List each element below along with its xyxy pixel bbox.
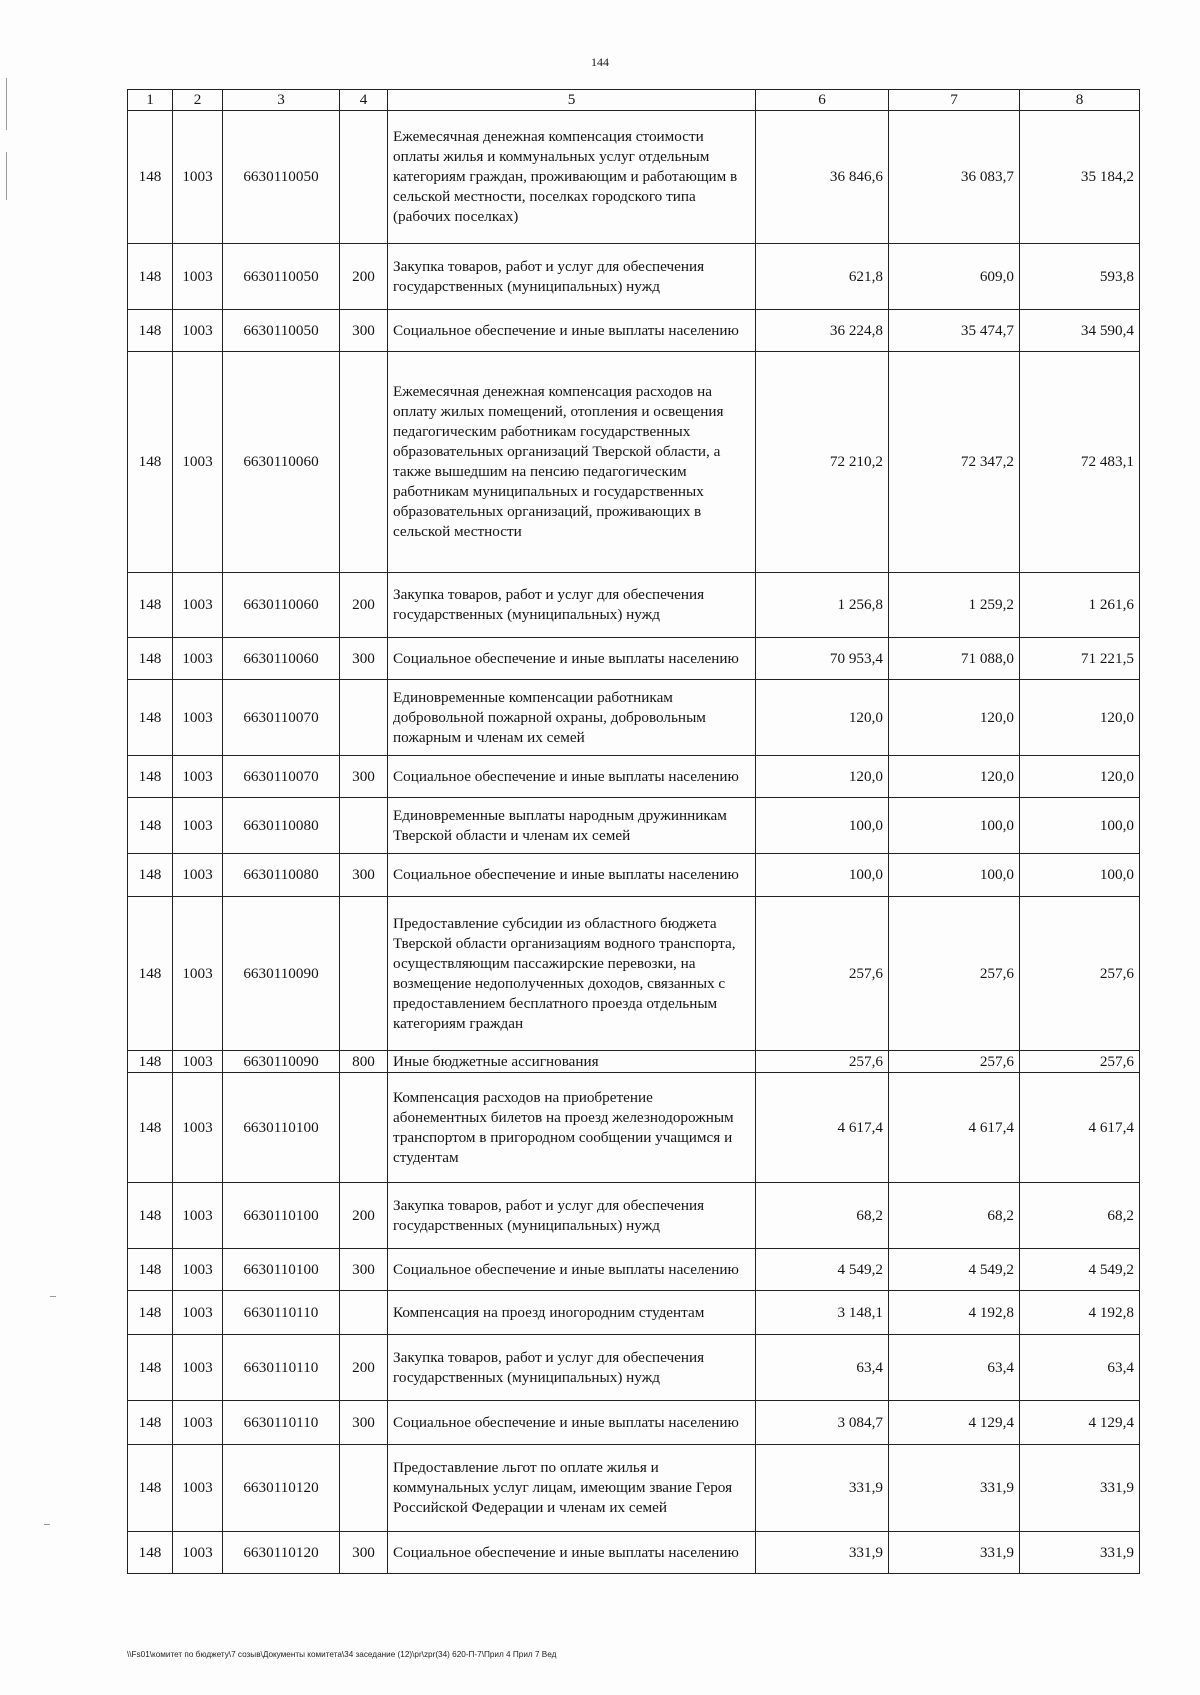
expense-name-cell: Закупка товаров, работ и услуг для обеспечения государственных (муниципальных) нужд <box>388 244 756 310</box>
expense-name-cell: Социальное обеспечение и иные выплаты населению <box>388 310 756 352</box>
expense-name-cell: Предоставление льгот по оплате жилья и коммунальных услуг лицам, имеющим звание Героя Российской Федерации и членам их семей <box>388 1445 756 1532</box>
expense-type-cell <box>340 111 388 244</box>
amount-col6-cell: 100,0 <box>756 798 889 854</box>
amount-col7-cell: 63,4 <box>889 1335 1020 1401</box>
target-article-cell: 6630110120 <box>223 1445 340 1532</box>
table-row <box>128 1249 1140 1291</box>
amount-col8-cell: 257,6 <box>1020 897 1140 1051</box>
amount-col6-cell: 36 224,8 <box>756 310 889 352</box>
amount-col7-cell: 4 129,4 <box>889 1401 1020 1445</box>
admin-code-cell: 148 <box>128 1051 173 1073</box>
table-row <box>128 1183 1140 1249</box>
section-code-cell: 1003 <box>173 244 223 310</box>
scan-margin-mark <box>6 152 7 200</box>
admin-code-cell: 148 <box>128 638 173 680</box>
amount-col8-cell: 331,9 <box>1020 1445 1140 1532</box>
header-cell: 3 <box>223 90 340 111</box>
amount-col8-cell: 120,0 <box>1020 756 1140 798</box>
amount-col7-cell: 71 088,0 <box>889 638 1020 680</box>
amount-col8-cell: 1 261,6 <box>1020 573 1140 638</box>
expense-type-cell: 800 <box>340 1051 388 1073</box>
target-article-cell: 6630110090 <box>223 897 340 1051</box>
amount-col8-cell: 100,0 <box>1020 854 1140 897</box>
amount-col7-cell: 35 474,7 <box>889 310 1020 352</box>
expense-name-cell: Закупка товаров, работ и услуг для обеспечения государственных (муниципальных) нужд <box>388 1335 756 1401</box>
table-row <box>128 1445 1140 1532</box>
target-article-cell: 6630110120 <box>223 1532 340 1574</box>
section-code-cell: 1003 <box>173 1249 223 1291</box>
amount-col8-cell: 4 192,8 <box>1020 1291 1140 1335</box>
amount-col6-cell: 70 953,4 <box>756 638 889 680</box>
expense-type-cell: 300 <box>340 1401 388 1445</box>
amount-col6-cell: 1 256,8 <box>756 573 889 638</box>
section-code-cell: 1003 <box>173 798 223 854</box>
amount-col6-cell: 257,6 <box>756 1051 889 1073</box>
section-code-cell: 1003 <box>173 310 223 352</box>
target-article-cell: 6630110110 <box>223 1401 340 1445</box>
admin-code-cell: 148 <box>128 680 173 756</box>
table-row <box>128 638 1140 680</box>
amount-col7-cell: 4 617,4 <box>889 1073 1020 1183</box>
expense-type-cell: 300 <box>340 1532 388 1574</box>
budget-table <box>127 89 1140 1574</box>
amount-col6-cell: 36 846,6 <box>756 111 889 244</box>
admin-code-cell: 148 <box>128 1401 173 1445</box>
admin-code-cell: 148 <box>128 310 173 352</box>
amount-col7-cell: 609,0 <box>889 244 1020 310</box>
amount-col8-cell: 4 549,2 <box>1020 1249 1140 1291</box>
amount-col6-cell: 331,9 <box>756 1445 889 1532</box>
table-row <box>128 1335 1140 1401</box>
amount-col7-cell: 100,0 <box>889 798 1020 854</box>
amount-col6-cell: 4 617,4 <box>756 1073 889 1183</box>
section-code-cell: 1003 <box>173 1073 223 1183</box>
section-code-cell: 1003 <box>173 1401 223 1445</box>
target-article-cell: 6630110080 <box>223 798 340 854</box>
admin-code-cell: 148 <box>128 1073 173 1183</box>
table-row <box>128 1401 1140 1445</box>
header-cell: 8 <box>1020 90 1140 111</box>
amount-col7-cell: 72 347,2 <box>889 352 1020 573</box>
target-article-cell: 6630110100 <box>223 1249 340 1291</box>
amount-col6-cell: 63,4 <box>756 1335 889 1401</box>
expense-name-cell: Единовременные выплаты народным дружинникам Тверской области и членам их семей <box>388 798 756 854</box>
expense-type-cell: 200 <box>340 1183 388 1249</box>
scan-margin-mark <box>6 78 7 130</box>
header-cell: 2 <box>173 90 223 111</box>
amount-col7-cell: 120,0 <box>889 756 1020 798</box>
table-row <box>128 573 1140 638</box>
table-row <box>128 1073 1140 1183</box>
section-code-cell: 1003 <box>173 1445 223 1532</box>
admin-code-cell: 148 <box>128 1183 173 1249</box>
amount-col8-cell: 257,6 <box>1020 1051 1140 1073</box>
section-code-cell: 1003 <box>173 1051 223 1073</box>
expense-type-cell: 300 <box>340 854 388 897</box>
target-article-cell: 6630110070 <box>223 680 340 756</box>
amount-col7-cell: 4 549,2 <box>889 1249 1020 1291</box>
expense-type-cell: 200 <box>340 244 388 310</box>
amount-col6-cell: 72 210,2 <box>756 352 889 573</box>
amount-col8-cell: 34 590,4 <box>1020 310 1140 352</box>
target-article-cell: 6630110050 <box>223 310 340 352</box>
table-row <box>128 1532 1140 1574</box>
table-row <box>128 798 1140 854</box>
expense-type-cell: 200 <box>340 1335 388 1401</box>
target-article-cell: 6630110110 <box>223 1291 340 1335</box>
amount-col7-cell: 120,0 <box>889 680 1020 756</box>
amount-col8-cell: 120,0 <box>1020 680 1140 756</box>
expense-name-cell: Социальное обеспечение и иные выплаты населению <box>388 1249 756 1291</box>
expense-name-cell: Социальное обеспечение и иные выплаты населению <box>388 1532 756 1574</box>
expense-name-cell: Компенсация на проезд иногородним студентам <box>388 1291 756 1335</box>
section-code-cell: 1003 <box>173 573 223 638</box>
section-code-cell: 1003 <box>173 1335 223 1401</box>
expense-name-cell: Социальное обеспечение и иные выплаты населению <box>388 854 756 897</box>
expense-name-cell: Социальное обеспечение и иные выплаты населению <box>388 1401 756 1445</box>
expense-name-cell: Ежемесячная денежная компенсация стоимости оплаты жилья и коммунальных услуг отдельным категориям граждан, проживающим и работающим в сельской местности, поселках городского типа (рабочих поселках) <box>388 111 756 244</box>
amount-col7-cell: 1 259,2 <box>889 573 1020 638</box>
amount-col8-cell: 68,2 <box>1020 1183 1140 1249</box>
scan-margin-mark <box>44 1524 50 1525</box>
target-article-cell: 6630110050 <box>223 111 340 244</box>
expense-type-cell: 300 <box>340 638 388 680</box>
table-row <box>128 244 1140 310</box>
admin-code-cell: 148 <box>128 798 173 854</box>
admin-code-cell: 148 <box>128 1249 173 1291</box>
amount-col8-cell: 331,9 <box>1020 1532 1140 1574</box>
expense-name-cell: Социальное обеспечение и иные выплаты населению <box>388 638 756 680</box>
expense-type-cell <box>340 1445 388 1532</box>
amount-col6-cell: 68,2 <box>756 1183 889 1249</box>
table-row <box>128 680 1140 756</box>
amount-col6-cell: 3 084,7 <box>756 1401 889 1445</box>
section-code-cell: 1003 <box>173 1183 223 1249</box>
table-header-row <box>128 90 1140 111</box>
section-code-cell: 1003 <box>173 1291 223 1335</box>
target-article-cell: 6630110060 <box>223 352 340 573</box>
target-article-cell: 6630110100 <box>223 1073 340 1183</box>
amount-col6-cell: 621,8 <box>756 244 889 310</box>
amount-col7-cell: 68,2 <box>889 1183 1020 1249</box>
table-row <box>128 1051 1140 1073</box>
amount-col7-cell: 257,6 <box>889 897 1020 1051</box>
target-article-cell: 6630110060 <box>223 573 340 638</box>
amount-col8-cell: 63,4 <box>1020 1335 1140 1401</box>
scan-margin-mark <box>50 1296 56 1297</box>
section-code-cell: 1003 <box>173 638 223 680</box>
section-code-cell: 1003 <box>173 1532 223 1574</box>
expense-name-cell: Компенсация расходов на приобретение абонементных билетов на проезд железнодорожным транспортом в пригородном сообщении учащимся и студентам <box>388 1073 756 1183</box>
target-article-cell: 6630110090 <box>223 1051 340 1073</box>
amount-col7-cell: 100,0 <box>889 854 1020 897</box>
target-article-cell: 6630110080 <box>223 854 340 897</box>
expense-name-cell: Закупка товаров, работ и услуг для обеспечения государственных (муниципальных) нужд <box>388 573 756 638</box>
amount-col8-cell: 100,0 <box>1020 798 1140 854</box>
section-code-cell: 1003 <box>173 352 223 573</box>
amount-col8-cell: 72 483,1 <box>1020 352 1140 573</box>
amount-col6-cell: 4 549,2 <box>756 1249 889 1291</box>
amount-col8-cell: 35 184,2 <box>1020 111 1140 244</box>
admin-code-cell: 148 <box>128 1445 173 1532</box>
admin-code-cell: 148 <box>128 244 173 310</box>
footer-file-path: \\Fs01\комитет по бюджету\7 созыв\Документы комитета\34 заседание (12)\pr\zpr(34) 620-П-7\Прил 4 Прил 7 Вед <box>127 1650 557 1659</box>
expense-type-cell <box>340 1291 388 1335</box>
target-article-cell: 6630110100 <box>223 1183 340 1249</box>
table-row <box>128 897 1140 1051</box>
admin-code-cell: 148 <box>128 1335 173 1401</box>
table-row <box>128 352 1140 573</box>
target-article-cell: 6630110060 <box>223 638 340 680</box>
table-row <box>128 756 1140 798</box>
header-cell: 6 <box>756 90 889 111</box>
expense-name-cell: Закупка товаров, работ и услуг для обеспечения государственных (муниципальных) нужд <box>388 1183 756 1249</box>
amount-col7-cell: 36 083,7 <box>889 111 1020 244</box>
amount-col6-cell: 100,0 <box>756 854 889 897</box>
section-code-cell: 1003 <box>173 680 223 756</box>
table-row <box>128 310 1140 352</box>
amount-col8-cell: 593,8 <box>1020 244 1140 310</box>
expense-type-cell: 300 <box>340 756 388 798</box>
amount-col6-cell: 257,6 <box>756 897 889 1051</box>
target-article-cell: 6630110070 <box>223 756 340 798</box>
admin-code-cell: 148 <box>128 1291 173 1335</box>
expense-type-cell: 200 <box>340 573 388 638</box>
table-row <box>128 1291 1140 1335</box>
target-article-cell: 6630110050 <box>223 244 340 310</box>
expense-name-cell: Иные бюджетные ассигнования <box>388 1051 756 1073</box>
amount-col6-cell: 120,0 <box>756 756 889 798</box>
expense-name-cell: Ежемесячная денежная компенсация расходов на оплату жилых помещений, отопления и освещения педагогическим работникам государственных образовательных организаций Тверской области, а также вышедшим на пенсию педагогическим работникам муниципальных и государственных образовательных организаций, проживающих в сельской местности <box>388 352 756 573</box>
expense-type-cell <box>340 352 388 573</box>
amount-col7-cell: 331,9 <box>889 1445 1020 1532</box>
header-cell: 5 <box>388 90 756 111</box>
expense-name-cell: Единовременные компенсации работникам добровольной пожарной охраны, добровольным пожарным и членам их семей <box>388 680 756 756</box>
admin-code-cell: 148 <box>128 854 173 897</box>
section-code-cell: 1003 <box>173 897 223 1051</box>
amount-col6-cell: 331,9 <box>756 1532 889 1574</box>
table-row <box>128 854 1140 897</box>
expense-name-cell: Предоставление субсидии из областного бюджета Тверской области организациям водного транспорта, осуществляющим пассажирские перевозки, на возмещение недополученных доходов, связанных с предоставлением бесплатного проезда отдельным категориям граждан <box>388 897 756 1051</box>
expense-type-cell <box>340 680 388 756</box>
header-cell: 4 <box>340 90 388 111</box>
amount-col7-cell: 4 192,8 <box>889 1291 1020 1335</box>
admin-code-cell: 148 <box>128 1532 173 1574</box>
section-code-cell: 1003 <box>173 111 223 244</box>
admin-code-cell: 148 <box>128 897 173 1051</box>
expense-type-cell <box>340 1073 388 1183</box>
amount-col7-cell: 257,6 <box>889 1051 1020 1073</box>
target-article-cell: 6630110110 <box>223 1335 340 1401</box>
amount-col6-cell: 120,0 <box>756 680 889 756</box>
expense-name-cell: Социальное обеспечение и иные выплаты населению <box>388 756 756 798</box>
admin-code-cell: 148 <box>128 756 173 798</box>
expense-type-cell <box>340 798 388 854</box>
header-cell: 7 <box>889 90 1020 111</box>
page-number: 144 <box>591 55 609 69</box>
admin-code-cell: 148 <box>128 111 173 244</box>
section-code-cell: 1003 <box>173 854 223 897</box>
amount-col8-cell: 4 617,4 <box>1020 1073 1140 1183</box>
amount-col6-cell: 3 148,1 <box>756 1291 889 1335</box>
table-row <box>128 111 1140 244</box>
expense-type-cell: 300 <box>340 1249 388 1291</box>
admin-code-cell: 148 <box>128 352 173 573</box>
amount-col8-cell: 4 129,4 <box>1020 1401 1140 1445</box>
amount-col7-cell: 331,9 <box>889 1532 1020 1574</box>
header-cell: 1 <box>128 90 173 111</box>
expense-type-cell: 300 <box>340 310 388 352</box>
expense-type-cell <box>340 897 388 1051</box>
amount-col8-cell: 71 221,5 <box>1020 638 1140 680</box>
admin-code-cell: 148 <box>128 573 173 638</box>
section-code-cell: 1003 <box>173 756 223 798</box>
